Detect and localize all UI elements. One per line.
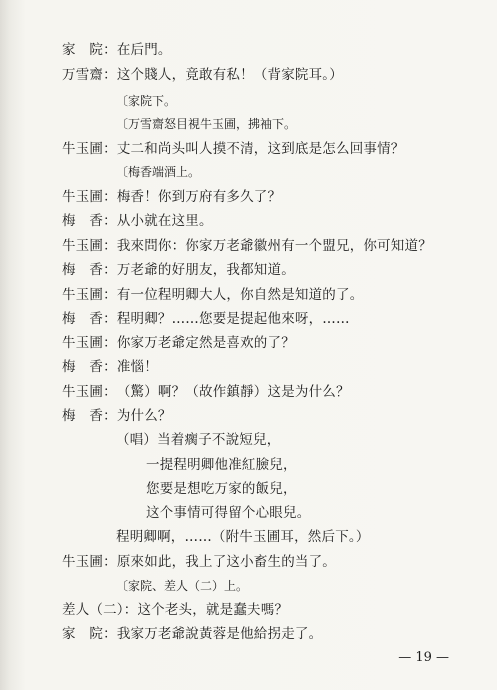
script-line	[62, 237, 432, 255]
song-line	[146, 504, 310, 522]
stage-direction	[116, 92, 176, 110]
script-line	[62, 334, 295, 352]
dialogue-text: 梅香！你到万府有多久了？	[116, 189, 282, 205]
speaker-label: 牛玉圃：	[62, 141, 117, 157]
stage-direction	[116, 577, 248, 595]
speaker-label: 梅 香：	[62, 213, 117, 229]
script-line	[62, 553, 336, 571]
dialogue-text: 有一位程明卿大人，你自然是知道的了。	[116, 287, 364, 303]
dialogue-text: 程明卿啊，……（附牛玉圃耳，然后下。）	[116, 529, 370, 545]
dialogue-text: 在后門。	[116, 42, 172, 58]
song-line	[146, 456, 297, 474]
dialogue-text: 程明卿？……您要是提起他來呀，……	[116, 311, 350, 327]
dialogue-text: 一提程明卿他准紅臉兒，	[146, 457, 297, 473]
speaker-label: 梅 香：	[62, 408, 117, 424]
dialogue-text: 我來問你：你家万老爺徽州有一个盟兄，你可知道？	[116, 238, 432, 254]
dialogue-text: 我家万老爺說黃蓉是他給拐走了。	[116, 626, 323, 642]
speaker-label: 家 院：	[62, 42, 117, 58]
speaker-label: 牛玉圃：	[62, 287, 117, 303]
dialogue-text: 这个老头，就是蠢夫嗎？	[137, 602, 289, 618]
script-line	[62, 383, 350, 401]
script-line	[62, 625, 322, 643]
speaker-label: 牛玉圃：	[62, 238, 117, 254]
script-line	[116, 528, 370, 546]
dialogue-text: （唱）当着瘸子不說短兒，	[116, 432, 281, 448]
speaker-label: 梅 香：	[62, 359, 117, 375]
song-line	[116, 431, 280, 449]
script-line	[62, 601, 288, 619]
speaker-label: 牛玉圃：	[62, 189, 117, 205]
dialogue-text: 〔家院、差人（二）上。	[116, 579, 249, 593]
dialogue-text: 丈二和尚头叫人摸不清，这到底是怎么回事情？	[116, 141, 405, 157]
speaker-label: 牛玉圃：	[62, 554, 117, 570]
script-line	[62, 41, 172, 59]
dialogue-text: 这个賤人，竟敢有私！（背家院耳。）	[116, 67, 343, 83]
dialogue-text: 〔梅香端酒上。	[116, 165, 201, 179]
dialogue-text: 这个事情可得留个心眼兒。	[146, 505, 311, 521]
script-line	[62, 212, 213, 230]
script-line	[62, 286, 363, 304]
script-line	[62, 310, 350, 328]
dialogue-text: 准惱！	[116, 359, 158, 375]
dialogue-text: （驚）啊？（故作鎮靜）这是为什么？	[116, 384, 350, 400]
script-line	[62, 188, 281, 206]
dialogue-text: 你家万老爺定然是喜欢的了？	[116, 335, 295, 351]
dialogue-text: 〔万雪齋怒目視牛玉圃，拂袖下。	[116, 117, 297, 131]
stage-direction	[116, 163, 200, 181]
speaker-label: 万雪齋：	[62, 67, 117, 83]
speaker-label: 梅 香：	[62, 262, 117, 278]
dialogue-text: 为什么？	[116, 408, 172, 424]
page-number: — 19 —	[398, 650, 449, 665]
script-line	[62, 358, 158, 376]
stage-direction	[116, 115, 296, 133]
dialogue-text: 〔家院下。	[116, 94, 177, 108]
song-line	[146, 480, 297, 498]
speaker-label: 差人（二）：	[62, 602, 138, 618]
speaker-label: 牛玉圃：	[62, 384, 117, 400]
script-line	[62, 407, 172, 425]
dialogue-text: 您要是想吃万家的飯兒，	[146, 481, 297, 497]
script-line	[62, 66, 343, 84]
dialogue-text: 原來如此，我上了这小畜生的当了。	[116, 554, 337, 570]
dialogue-text: 万老爺的好朋友，我都知道。	[116, 262, 295, 278]
speaker-label: 梅 香：	[62, 311, 117, 327]
script-line	[62, 261, 295, 279]
speaker-label: 牛玉圃：	[62, 335, 117, 351]
script-line	[62, 140, 405, 158]
dialogue-text: 从小就在这里。	[116, 213, 213, 229]
speaker-label: 家 院：	[62, 626, 117, 642]
